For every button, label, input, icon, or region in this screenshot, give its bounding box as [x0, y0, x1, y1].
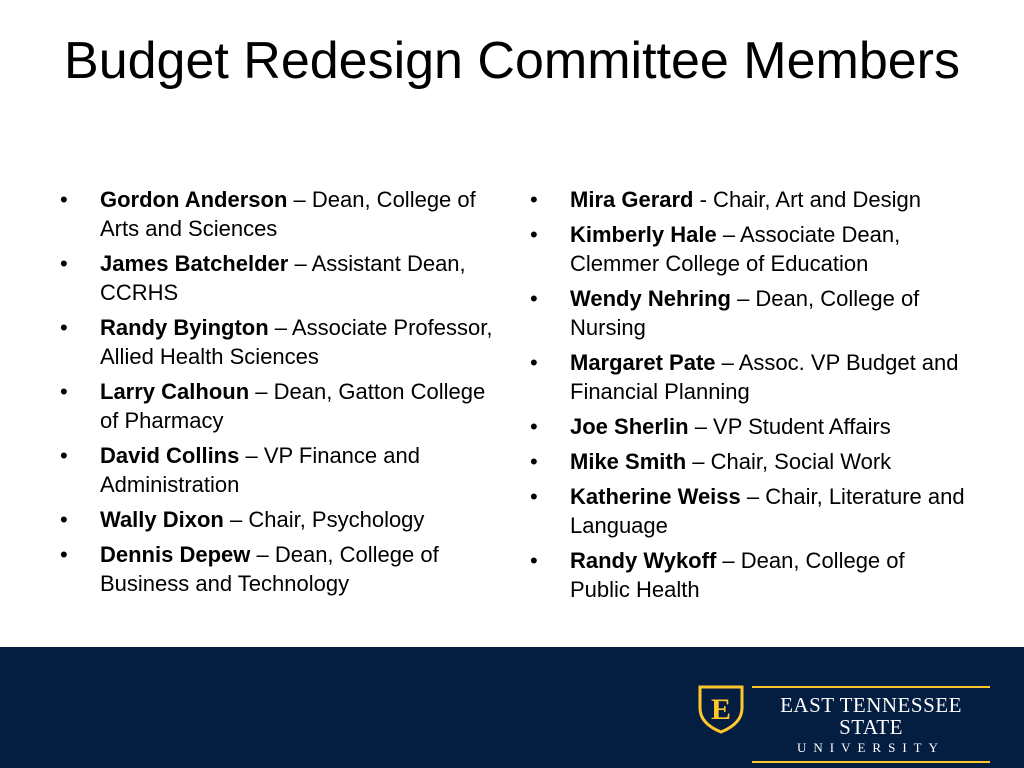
bullet-icon: •: [60, 443, 68, 468]
member-name: Randy Byington: [100, 315, 269, 340]
member-name: Randy Wykoff: [570, 548, 717, 573]
member-name: Mira Gerard: [570, 187, 694, 212]
member-role: – Assoc. VP Budget and Financial Planning: [570, 350, 959, 404]
bullet-icon: •: [530, 484, 538, 509]
list-item: [530, 348, 970, 406]
list-item: [530, 185, 970, 214]
member-name: Katherine Weiss: [570, 484, 741, 509]
member-role: – Dean, College of Public Health: [570, 548, 905, 602]
slide-title: Budget Redesign Committee Members: [64, 32, 960, 90]
member-name: Margaret Pate: [570, 350, 716, 375]
list-item: [60, 540, 500, 598]
member-role: – Chair, Literature and Language: [570, 484, 965, 538]
bullet-icon: •: [60, 507, 68, 532]
bullet-icon: •: [60, 187, 68, 212]
member-name: Kimberly Hale: [570, 222, 717, 247]
bullet-icon: •: [530, 548, 538, 573]
bullet-icon: •: [530, 350, 538, 375]
member-role: – Dean, Gatton College of Pharmacy: [100, 379, 486, 433]
member-role: – VP Finance and Administration: [100, 443, 420, 497]
bullet-icon: •: [530, 286, 538, 311]
logo-line-1: EAST TENNESSEE STATE: [780, 693, 962, 739]
member-role: – Dean, College of Nursing: [570, 286, 920, 340]
list-item: [60, 377, 500, 435]
member-name: Larry Calhoun: [100, 379, 250, 404]
bullet-icon: •: [530, 222, 538, 247]
member-role: - Chair, Art and Design: [693, 187, 921, 212]
member-name: Joe Sherlin: [570, 414, 689, 439]
logo-line-2: UNIVERSITY: [797, 740, 945, 755]
member-name: James Batchelder: [100, 251, 289, 276]
member-name: Mike Smith: [570, 449, 687, 474]
university-logo: [752, 686, 990, 763]
member-role: – Chair, Psychology: [223, 507, 425, 532]
list-item: [60, 185, 500, 243]
list-item: [530, 412, 970, 441]
list-item: [60, 505, 500, 534]
list-item: [530, 220, 970, 278]
list-item: [530, 482, 970, 540]
bullet-icon: •: [530, 187, 538, 212]
bullet-icon: •: [530, 449, 538, 474]
member-name: David Collins: [100, 443, 240, 468]
member-role: – Associate Dean, Clemmer College of Education: [570, 222, 901, 276]
list-item: [60, 441, 500, 499]
member-name: Gordon Anderson: [100, 187, 288, 212]
member-role: – VP Student Affairs: [688, 414, 891, 439]
member-name: Dennis Depew: [100, 542, 251, 567]
member-role: – Chair, Social Work: [686, 449, 892, 474]
member-role: – Assistant Dean, CCRHS: [100, 251, 466, 305]
members-list-right: [530, 185, 970, 610]
bullet-icon: •: [60, 542, 68, 567]
member-role: – Associate Professor, Allied Health Sciences: [100, 315, 493, 369]
members-list-left: [60, 185, 500, 604]
bullet-icon: •: [60, 315, 68, 340]
bullet-icon: •: [60, 251, 68, 276]
member-name: Wally Dixon: [100, 507, 224, 532]
list-item: [530, 447, 970, 476]
list-item: [60, 313, 500, 371]
bullet-icon: •: [60, 379, 68, 404]
member-role: – Dean, College of Business and Technology: [100, 542, 439, 596]
list-item: [60, 249, 500, 307]
bullet-icon: •: [530, 414, 538, 439]
member-role: – Dean, College of Arts and Sciences: [100, 187, 476, 241]
list-item: [530, 546, 970, 604]
etsu-shield-icon: [697, 684, 745, 734]
shield-letter: E: [710, 693, 732, 726]
list-item: [530, 284, 970, 342]
member-name: Wendy Nehring: [570, 286, 731, 311]
